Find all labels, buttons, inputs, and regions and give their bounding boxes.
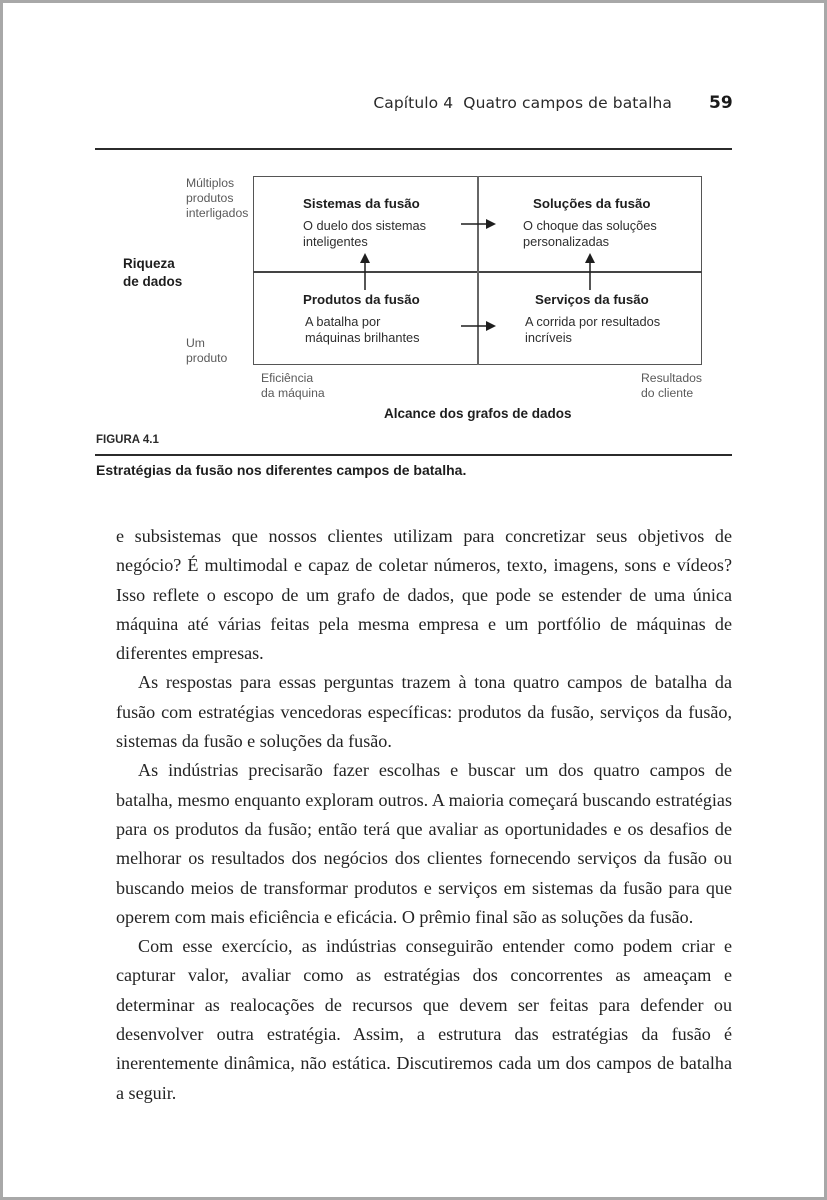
quadrant-title-servicos: Serviços da fusão xyxy=(535,292,649,307)
y-top-line3: interligados xyxy=(186,206,249,220)
x-axis-left-label xyxy=(261,371,325,401)
figure-label: FIGURA 4.1 xyxy=(96,434,159,446)
arrow-right-icon xyxy=(461,219,496,229)
figure-caption: Estratégias da fusão nos diferentes campos de batalha. xyxy=(96,462,467,478)
y-top-line1: Múltiplos xyxy=(186,176,235,190)
desc-line: personalizadas xyxy=(523,234,610,249)
chapter-title: Quatro campos de batalha xyxy=(463,94,672,112)
paragraph: As indústrias precisarão fazer escolhas e buscar um dos quatro campos de batalha, mesmo enquanto exploram outros. A maioria começará buscando estratégias para os produtos da fusão; então terá que avaliar as oportunidades e os desafios de melhorar os resultados dos negócios dos clientes fornecendo serviços da fusão ou buscando meios de transformar produtos e serviços em sistemas da fusão para que operem com mais eficiência e eficácia. O prêmio final são as soluções da fusão. xyxy=(116,760,732,927)
chapter-number: Capítulo 4 xyxy=(373,94,454,112)
y-bottom-line1: Um xyxy=(186,336,205,350)
quadrant-title-solucoes: Soluções da fusão xyxy=(533,196,651,211)
desc-line: máquinas brilhantes xyxy=(305,330,420,345)
body-text xyxy=(116,522,732,1108)
y-title-line1: Riqueza xyxy=(123,256,175,271)
y-bottom-line2: produto xyxy=(186,351,228,365)
desc-line: O choque das soluções xyxy=(523,218,657,233)
x-right-line1: Resultados xyxy=(641,371,702,385)
x-axis-right-label xyxy=(641,371,702,401)
quadrant-title-sistemas: Sistemas da fusão xyxy=(303,196,420,211)
x-left-line1: Eficiência xyxy=(261,371,314,385)
x-left-line2: da máquina xyxy=(261,386,325,400)
caption-rule xyxy=(95,454,732,456)
page-number: 59 xyxy=(709,93,733,113)
desc-line: A batalha por xyxy=(305,314,381,329)
desc-line: incríveis xyxy=(525,330,572,345)
desc-line: A corrida por resultados xyxy=(525,314,661,329)
quadrant-title-produtos: Produtos da fusão xyxy=(303,292,420,307)
paragraph: Com esse exercício, as indústrias conseguirão entender como podem criar e capturar valor, avaliar como as estratégias dos concorrentes as ameaçam e determinar as realocações de recursos que devem ser feitas para defender ou desenvolver outra estratégia. Assim, a estrutura das estratégias da fusão é inerentemente dinâmica, não estática. Discutiremos cada um dos campos de batalha a seguir. xyxy=(116,936,732,1103)
paragraph: e subsistemas que nossos clientes utilizam para concretizar seus objetivos de negócio? É multimodal e capaz de coletar números, texto, imagens, sons e vídeos? Isso reflete o escopo de um grafo de dados, que pode se estender de uma única máquina até várias feitas pela mesma empresa e um portfólio de máquinas de diferentes empresas. xyxy=(116,526,732,664)
desc-line: inteligentes xyxy=(303,234,368,249)
y-title-line2: de dados xyxy=(123,274,183,289)
x-axis-title: Alcance dos grafos de dados xyxy=(384,406,572,421)
x-right-line2: do cliente xyxy=(641,386,694,400)
y-top-line2: produtos xyxy=(186,191,234,205)
arrow-up-icon xyxy=(360,253,370,290)
arrow-up-icon xyxy=(585,253,595,290)
arrow-right-icon xyxy=(461,321,496,331)
paragraph: As respostas para essas perguntas trazem à tona quatro campos de batalha da fusão com estratégias vencedoras específicas: produtos da fusão, serviços da fusão, sistemas da fusão e soluções da fusão. xyxy=(116,672,732,752)
figure-arrows xyxy=(3,3,827,423)
desc-line: O duelo dos sistemas xyxy=(303,218,427,233)
